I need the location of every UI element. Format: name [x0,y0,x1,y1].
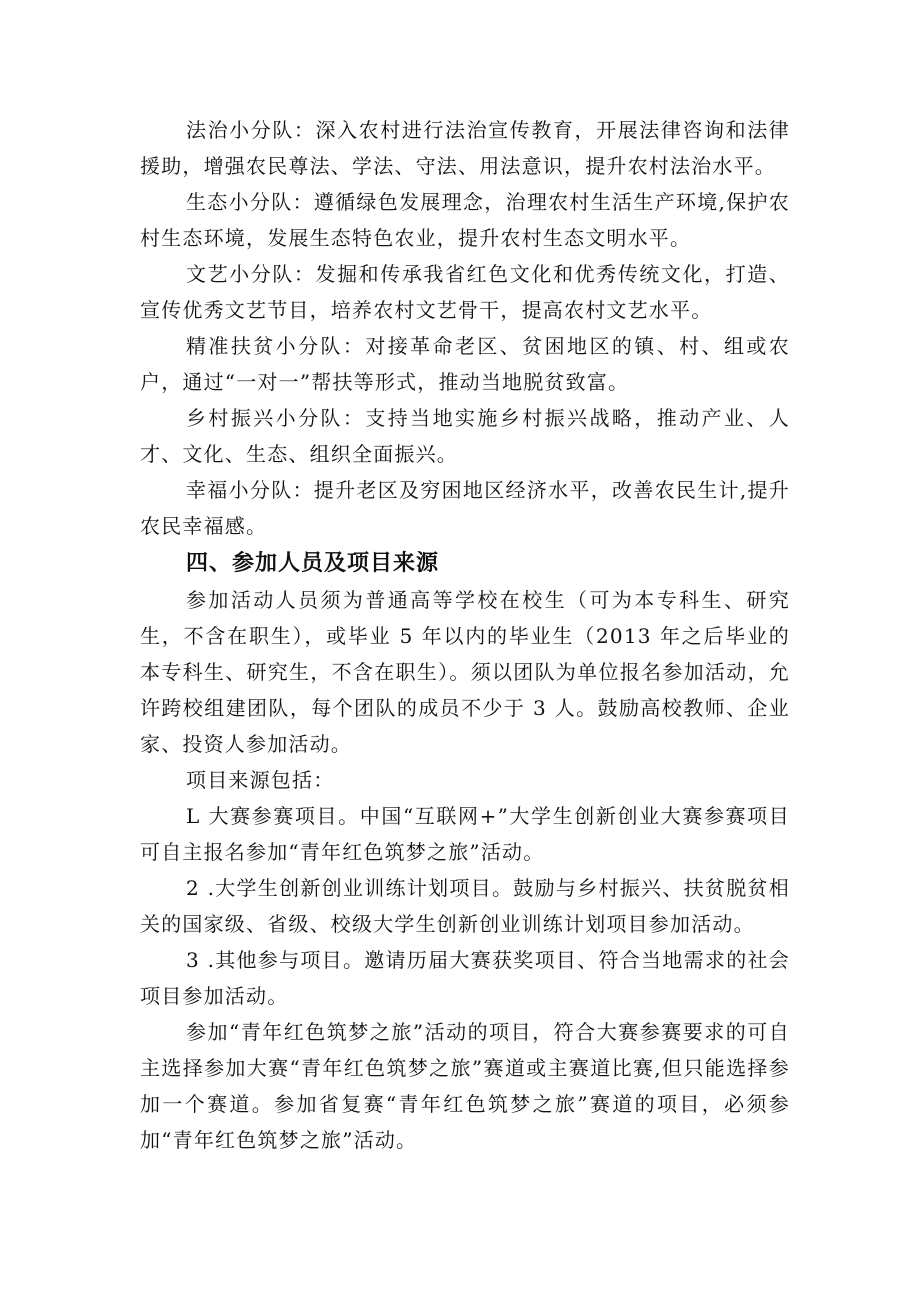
source-item-2: 2 .大学生创新创业训练计划项目。鼓励与乡村振兴、扶贫脱贫相关的国家级、省级、校级大学生创新创业训练计划项目参加活动。 [140,876,790,936]
team-ecology: 生态小分队：遵循绿色发展理念，治理农村生活生产环境,保护农村生态环境，发展生态特色农业，提升农村生态文明水平。 [140,190,790,250]
team-poverty: 精准扶贫小分队：对接革命老区、贫困地区的镇、村、组或农户，通过“一对一”帮扶等形式，推动当地脱贫致富。 [140,334,790,394]
participants-paragraph: 参加活动人员须为普通高等学校在校生（可为本专科生、研究生，不含在职生），或毕业 5 年以内的毕业生（2013 年之后毕业的本专科生、研究生，不含在职生）。须以团队为单位报名参加活动，允许跨校组建团队，每个团队的成员不少于 3 人。鼓励高校教师、企业家、投资人参加活动。 [140,588,790,756]
source-item-3: 3 .其他参与项目。邀请历届大赛获奖项目、符合当地需求的社会项目参加活动。 [140,948,790,1008]
team-revitalization: 乡村振兴小分队：支持当地实施乡村振兴战略，推动产业、人才、文化、生态、组织全面振兴。 [140,406,790,466]
source-item-1: L 大赛参赛项目。中国“互联网+”大学生创新创业大赛参赛项目可自主报名参加“青年红色筑梦之旅”活动。 [140,804,790,864]
sources-intro: 项目来源包括： [186,768,335,792]
team-happiness: 幸福小分队：提升老区及穷困地区经济水平，改善农民生计,提升农民幸福感。 [140,478,790,538]
team-arts: 文艺小分队：发掘和传承我省红色文化和优秀传统文化，打造、宣传优秀文艺节目，培养农村文艺骨干，提高农村文艺水平。 [140,262,790,322]
section-heading: 四、参加人员及项目来源 [186,551,440,576]
document-body [140,112,790,1158]
team-law: 法治小分队：深入农村进行法治宣传教育，开展法律咨询和法律援助，增强农民尊法、学法、守法、用法意识，提升农村法治水平。 [140,118,790,178]
closing-paragraph: 参加“青年红色筑梦之旅”活动的项目，符合大赛参赛要求的可自主选择参加大赛“青年红色筑梦之旅”赛道或主赛道比赛,但只能选择参加一个赛道。参加省复赛“青年红色筑梦之旅”赛道的项目，必须参加“青年红色筑梦之旅”活动。 [140,1020,790,1152]
